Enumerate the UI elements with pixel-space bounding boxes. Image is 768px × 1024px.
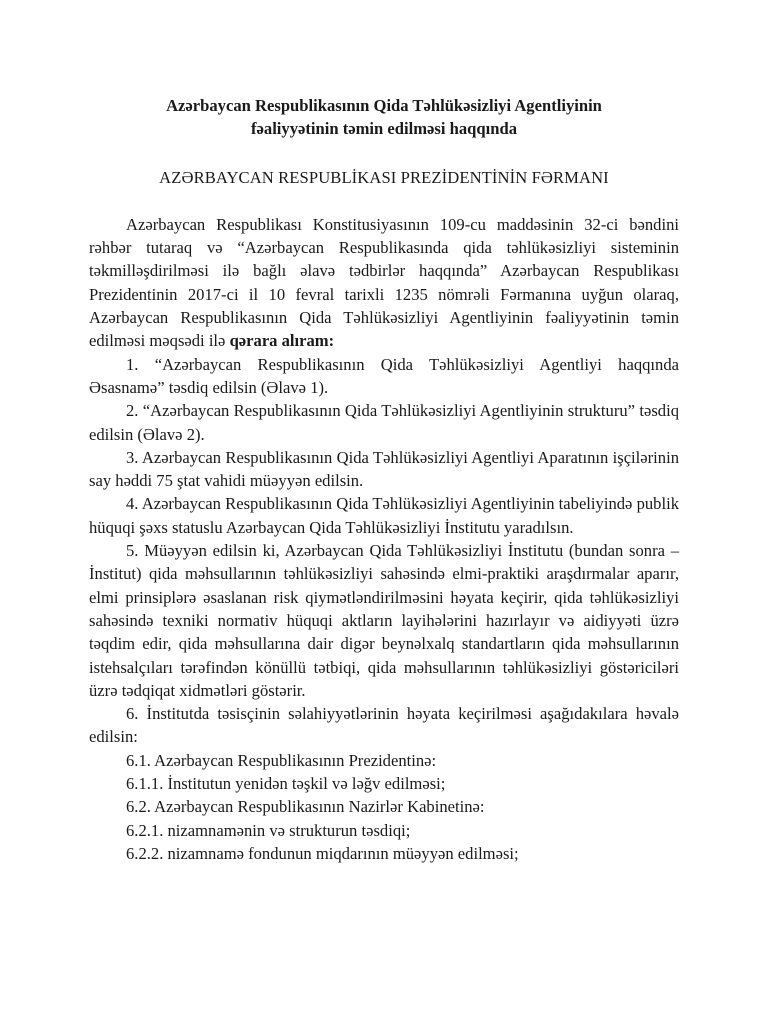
- item-3: 3. Azərbaycan Respublikasının Qida Təhlükəsizliyi Agentliyi Aparatının işçilərinin say həddi 75 ştat vahidi müəyyən edilsin.: [89, 447, 679, 491]
- item-6-1-1: 6.1.1. İnstitutun yenidən təşkil və ləğv edilməsi;: [126, 774, 446, 794]
- item-5: 5. Müəyyən edilsin ki, Azərbaycan Qida Təhlükəsizliyi İnstitutu (bundan sonra – İnstitut) qida məhsullarının təhlükəsizliyi sahəsində elmi-praktiki araşdırmalar aparır, elmi prinsiplərə əsaslanan risk qiymətləndirilməsini həyata keçirir, qida təhlükəsizliyi sahəsində texniki normativ hüquqi aktların layihələrini hazırlayır və aidiyyəti üzrə təqdim edir, qida məhsullarına dair digər beynəlxalq standartların qida məhsullarının istehsalçıları tərəfindən könüllü tətbiqi, qida məhsullarının təhlükəsizliyi göstəriciləri üzrə tədqiqat xidmətləri göstərir.: [89, 541, 679, 700]
- title-line-1: Azərbaycan Respublikasının Qida Təhlükəsizliyi Agentliyinin: [166, 96, 602, 115]
- document-body: [89, 213, 679, 865]
- item-6-1: 6.1. Azərbaycan Respublikasının Prezidentinə:: [126, 750, 437, 770]
- document-subtitle: AZƏRBAYCAN RESPUBLİKASI PREZİDENTİNİN FƏRMANI: [159, 167, 609, 187]
- intro-text: Azərbaycan Respublikası Konstitusiyasının 109-cu maddəsinin 32-ci bəndini rəhbər tutaraq və “Azərbaycan Respublikasında qida təhlükəsizliyi sisteminin təkmilləşdirilməsi ilə bağlı əlavə tədbirlər haqqında” Azərbaycan Respublikası Prezidentinin 2017-ci il 10 fevral tarixli 1235 nömrəli Fərmanına uyğun olaraq, Azərbaycan Respublikasının Qida Təhlükəsizliyi Agentliyinin fəaliyyətinin təmin edilməsi məqsədi ilə: [89, 214, 679, 351]
- item-6-2: 6.2. Azərbaycan Respublikasının Nazirlər Kabinetinə:: [126, 797, 485, 817]
- item-1: 1. “Azərbaycan Respublikasının Qida Təhlükəsizliyi Agentliyi haqqında Əsasnamə” təsdiq edilsin (Əlavə 1).: [89, 354, 679, 397]
- document-title: [89, 94, 679, 141]
- item-6-2-2: 6.2.2. nizamnamə fondunun miqdarının müəyyən edilməsi;: [126, 843, 519, 863]
- item-4: 4. Azərbaycan Respublikasının Qida Təhlükəsizliyi Agentliyinin tabeliyində publik hüquqi şəxs statuslu Azərbaycan Qida Təhlükəsizliyi İnstitutu yaradılsın.: [89, 494, 679, 537]
- item-6-2-1: 6.2.1. nizamnamənin və strukturun təsdiqi;: [126, 820, 411, 840]
- intro-paragraph: [89, 213, 679, 353]
- intro-bold-text: qərara alıram:: [229, 331, 335, 351]
- item-6: 6. İnstitutda təsisçinin səlahiyyətlərinin həyata keçirilməsi aşağıdakılara həvalə edilsin:: [89, 704, 679, 747]
- item-2: 2. “Azərbaycan Respublikasının Qida Təhlükəsizliyi Agentliyinin strukturu” təsdiq edilsin (Əlavə 2).: [89, 401, 679, 444]
- document-page: [89, 94, 679, 865]
- title-line-2: fəaliyyətinin təmin edilməsi haqqında: [251, 119, 517, 139]
